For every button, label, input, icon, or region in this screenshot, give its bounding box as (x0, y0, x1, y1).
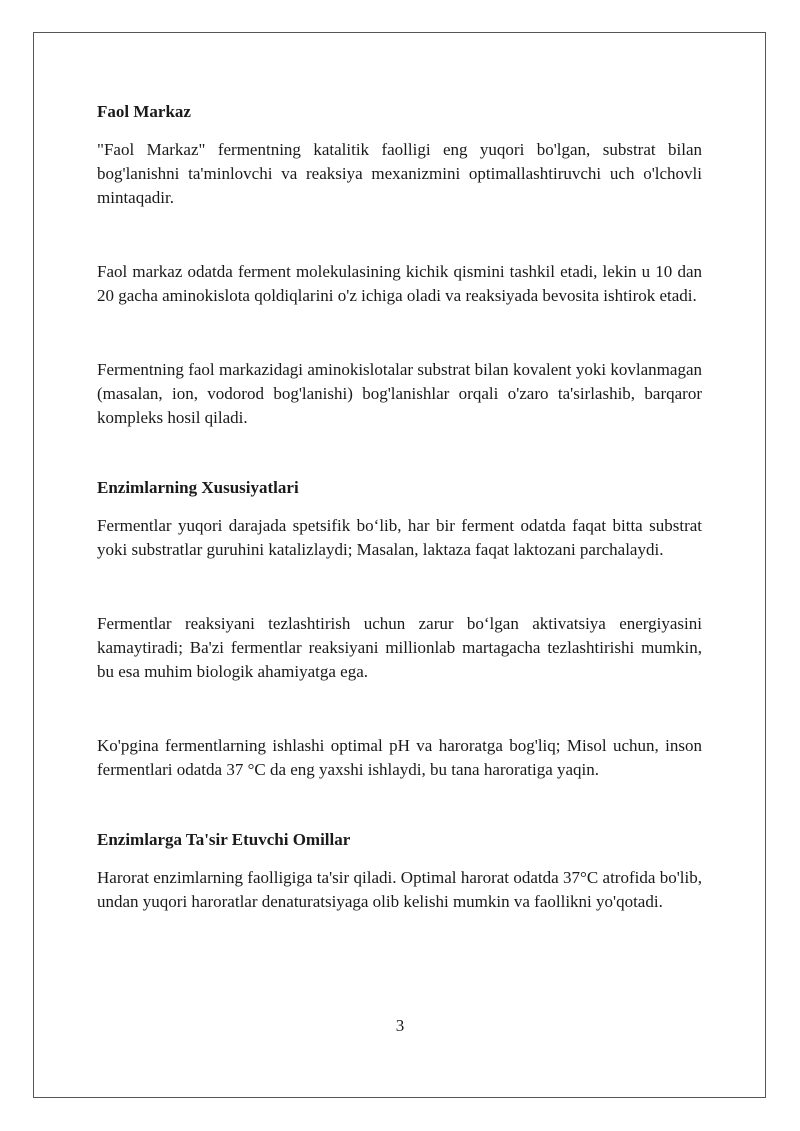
paragraph: Ko'pgina fermentlarning ishlashi optimal pH va haroratga bog'liq; Misol uchun, inson fermentlari odatda 37 °C da eng yaxshi ishlaydi, bu tana haroratiga yaqin. (97, 736, 702, 779)
section-heading-faol-markaz: Faol Markaz (97, 102, 191, 121)
paragraph: Fermentlar reaksiyani tezlashtirish uchun zarur bo‘lgan aktivatsiya energiyasini kamaytiradi; Ba'zi fermentlar reaksiyani millionlab martagacha tezlashtirishi mumkin, bu esa muhim biologik ahamiyatga ega. (97, 614, 702, 681)
section-heading-enzimlarning-xususiyatlari: Enzimlarning Xususiyatlari (97, 478, 299, 497)
paragraph: "Faol Markaz" fermentning katalitik faolligi eng yuqori bo'lgan, substrat bilan bog'lanishni ta'minlovchi va reaksiya mexanizmini optimallashtiruvchi uch o'lchovli mintaqadir. (97, 140, 702, 207)
paragraph: Harorat enzimlarning faolligiga ta'sir qiladi. Optimal harorat odatda 37°C atrofida bo'lib, undan yuqori haroratlar denaturatsiyaga olib kelishi mumkin va faollikni yo'qotadi. (97, 868, 702, 911)
paragraph: Fermentlar yuqori darajada spetsifik bo‘lib, har bir ferment odatda faqat bitta substrat yoki substratlar guruhini katalizlaydi; Masalan, laktaza faqat laktozani parchalaydi. (97, 516, 702, 559)
paragraph: Fermentning faol markazidagi aminokislotalar substrat bilan kovalent yoki kovlanmagan (masalan, ion, vodorod bog'lanishi) bog'lanishlar orqali o'zaro ta'sirlashib, barqaror kompleks hosil qiladi. (97, 360, 702, 427)
document-body (97, 96, 702, 914)
paragraph: Faol markaz odatda ferment molekulasining kichik qismini tashkil etadi, lekin u 10 dan 20 gacha aminokislota qoldiqlarini o'z ichiga oladi va reaksiyada bevosita ishtirok etadi. (97, 262, 702, 305)
page-number: 3 (395, 1016, 405, 1035)
section-heading-enzimlarga-tasir-etuvchi-omillar: Enzimlarga Ta'sir Etuvchi Omillar (97, 830, 351, 849)
